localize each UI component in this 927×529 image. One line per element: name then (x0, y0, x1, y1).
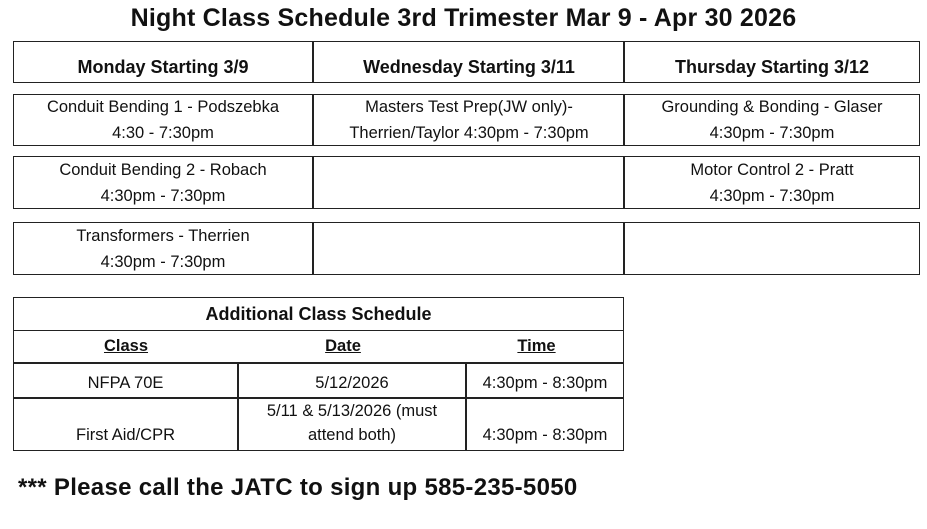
signup-footer: *** Please call the JATC to sign up 585-235-5050 (18, 474, 578, 501)
class-name: Motor Control 2 - Pratt (690, 160, 854, 179)
class-time: 4:30pm - 7:30pm (100, 252, 226, 271)
row3-thursday-cell (625, 223, 919, 274)
row1-wednesday-cell (314, 95, 624, 145)
header-monday: Monday Starting 3/9 (77, 57, 249, 77)
column-header-time: Time (517, 336, 556, 355)
row1-thursday-cell (625, 95, 919, 145)
column-header-date: Date (325, 336, 361, 355)
class-name: Conduit Bending 1 - Podszebka (46, 98, 280, 116)
class-time: 4:30pm - 7:30pm (709, 186, 835, 205)
header-wednesday: Wednesday Starting 3/11 (363, 57, 575, 77)
class-time: 4:30pm - 7:30pm (100, 186, 226, 205)
row3-monday-cell (14, 223, 312, 274)
row3-wednesday-cell (314, 223, 624, 274)
schedule-header-row (13, 41, 920, 83)
schedule-row-2 (13, 156, 920, 209)
additional-schedule-table (13, 297, 624, 451)
table-row-date-line2: attend both) (307, 426, 397, 444)
table-row-time: 4:30pm - 8:30pm (482, 374, 608, 392)
class-name: Transformers - Therrien (76, 226, 250, 245)
table-row-date-line1: 5/11 & 5/13/2026 (must (266, 402, 438, 420)
column-header-class: Class (103, 336, 149, 355)
page-title: Night Class Schedule 3rd Trimester Mar 9 - Apr 30 2026 (130, 4, 797, 32)
table-row-class: First Aid/CPR (75, 426, 176, 444)
table-row-date: 5/12/2026 (315, 374, 389, 392)
class-time: Therrien/Taylor 4:30pm - 7:30pm (349, 124, 589, 142)
class-name: Masters Test Prep(JW only)- (365, 98, 573, 116)
class-name: Grounding & Bonding - Glaser (661, 98, 883, 116)
class-time: 4:30 - 7:30pm (112, 124, 214, 142)
schedule-row-1 (13, 94, 920, 146)
class-name: Conduit Bending 2 - Robach (59, 160, 267, 179)
additional-table-title: Additional Class Schedule (14, 298, 623, 331)
table-row-class: NFPA 70E (87, 374, 164, 392)
row1-monday-cell (14, 95, 312, 145)
header-thursday: Thursday Starting 3/12 (674, 57, 870, 77)
row2-wednesday-cell (314, 157, 624, 208)
row2-thursday-cell (625, 157, 919, 208)
class-time: 4:30pm - 7:30pm (709, 124, 835, 142)
divider (14, 362, 623, 364)
row2-monday-cell (14, 157, 312, 208)
table-row-time: 4:30pm - 8:30pm (482, 426, 608, 444)
schedule-row-3 (13, 222, 920, 275)
